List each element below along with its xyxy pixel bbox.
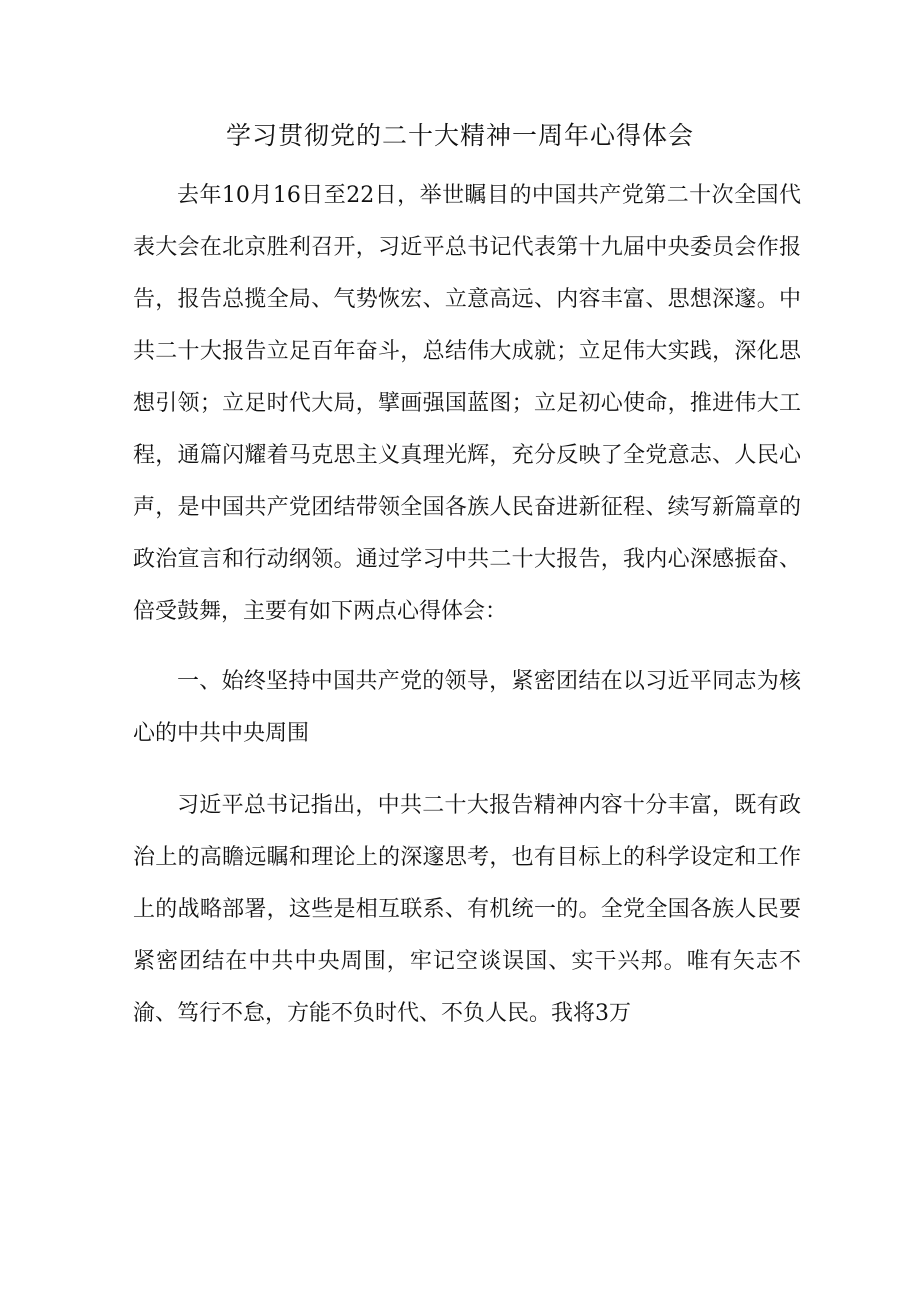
body-paragraph: 习近平总书记指出，中共二十大报告精神内容十分丰富，既有政治上的高瞻远瞩和理论上的深邃思考，也有目标上的科学设定和工作上的战略部署，这些是相互联系、有机统一的。全党全国各族人民要紧密团结在中共中央周围，牢记空谈误国、实干兴邦。唯有矢志不渝、笃行不怠，方能不负时代、不负人民。我将3万 <box>133 793 801 1026</box>
document-body <box>133 170 801 1040</box>
section-heading: 一、始终坚持中国共产党的领导，紧密团结在以习近平同志为核心的中共中央周围 <box>133 669 801 746</box>
intro-paragraph: 去年10月16日至22日，举世瞩目的中国共产党第二十次全国代表大会在北京胜利召开，习近平总书记代表第十九届中央委员会作报告，报告总揽全局、气势恢宏、立意高远、内容丰富、思想深邃。中共二十大报告立足百年奋斗，总结伟大成就；立足伟大实践，深化思想引领；立足时代大局，擘画强国蓝图；立足初心使命，推进伟大工程，通篇闪耀着马克思主义真理光辉，充分反映了全党意志、人民心声，是中国共产党团结带领全国各族人民奋进新征程、续写新篇章的政治宣言和行动纲领。通过学习中共二十大报告，我内心深感振奋、倍受鼓舞，主要有如下两点心得体会： <box>133 183 801 624</box>
document-title: 学习贯彻党的二十大精神一周年心得体会 <box>225 121 694 150</box>
